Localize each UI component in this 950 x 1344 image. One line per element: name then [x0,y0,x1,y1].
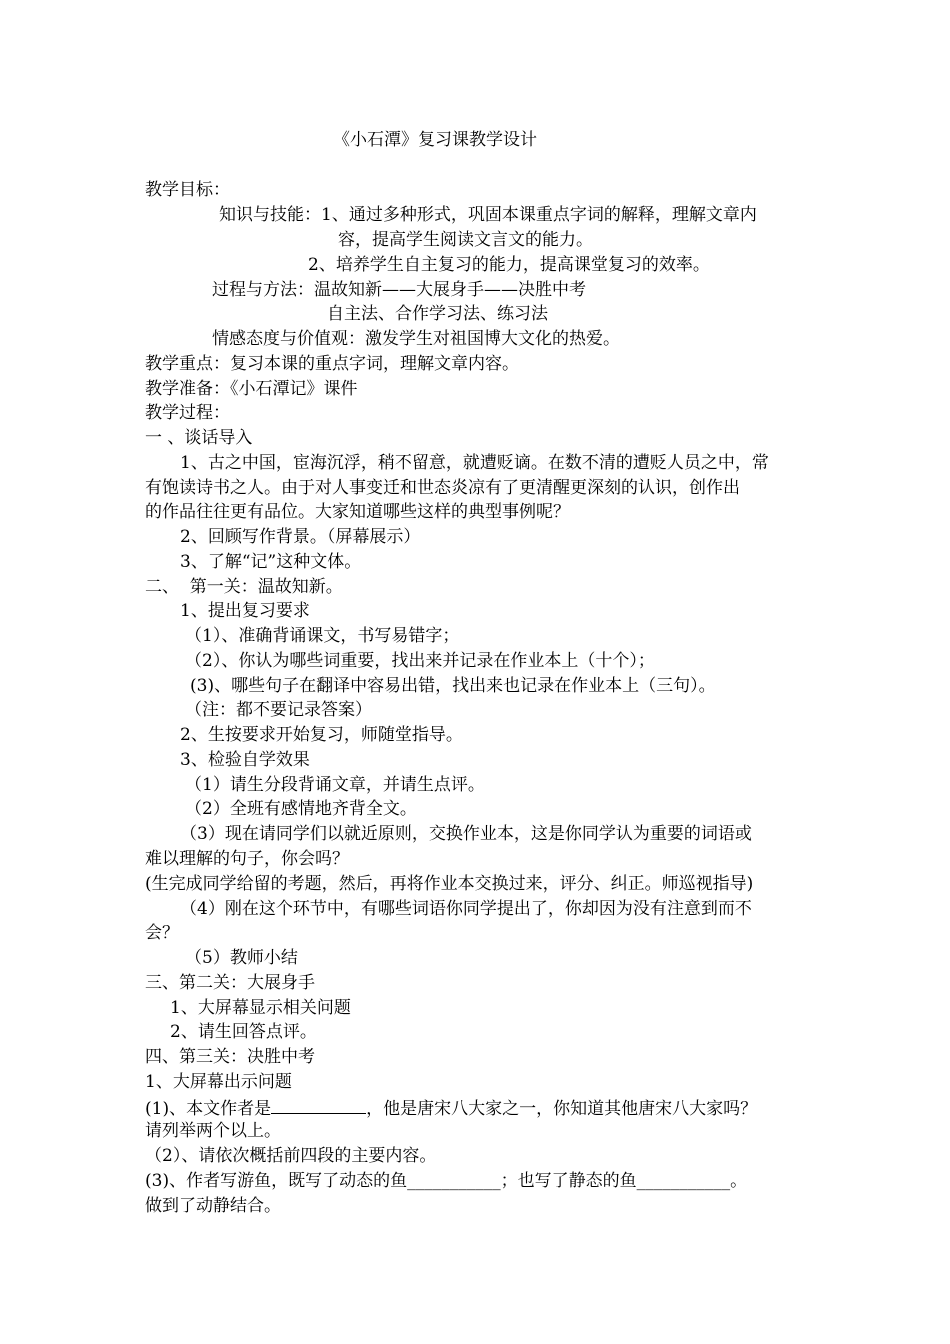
key-points: 教学重点：复习本课的重点字词，理解文章内容。 [145,354,519,374]
section-3-heading: 三、第二关：大展身手 [145,973,315,993]
section-2-heading: 二、 第一关：温故知新。 [145,577,343,597]
section-2-step-3-item-3-line-3: (生完成同学给留的考题，然后，再将作业本交换过来，评分、纠正。师巡视指导) [145,874,754,894]
emotion-values-line: 情感态度与价值观：激发学生对祖国博大文化的热爱。 [212,329,620,349]
author-answer-blank [271,1095,366,1114]
preparation: 教学准备：《小石潭记》课件 [145,379,358,399]
process-methods-line-1: 过程与方法：温故知新——大展身手——决胜中考 [212,280,586,300]
question-3-middle: ；也写了静态的鱼 [500,1171,637,1191]
section-1-paragraph-line-3: 的作品往往更有品位。大家知道哪些这样的典型事例呢？ [145,502,570,522]
section-1-paragraph-line-2: 有饱读诗书之人。由于对人事变迁和世态炎凉有了更清醒更深刻的认识，创作出 [145,478,740,498]
objectives-heading: 教学目标： [145,180,230,200]
section-1-item-3: 3、了解“记”这种文体。 [180,552,362,572]
process-methods-line-2: 自主法、合作学习法、练习法 [327,304,548,324]
section-2-step-3-item-3-line-1: （3）现在请同学们以就近原则，交换作业本，这是你同学认为重要的词语或 [180,824,752,844]
question-1-prefix: (1)、本文作者是 [145,1099,272,1119]
question-2: （2）、请依次概括前四段的主要内容。 [145,1146,437,1166]
section-2-step-3-item-5: （5）教师小结 [185,948,298,968]
process-heading: 教学过程： [145,403,230,423]
question-1-line-1 [145,1095,757,1119]
document-title: 《小石潭》复习课教学设计 [333,130,537,150]
question-3-end: 。 [730,1171,748,1191]
section-1-item-2: 2、回顾写作背景。（屏幕展示） [180,527,421,547]
knowledge-skills-item-2: 2、培养学生自主复习的能力，提高课堂复习的效率。 [308,255,710,275]
section-2-step-1: 1、提出复习要求 [180,601,310,621]
section-2-step-1-note: （注：都不要记录答案） [185,700,372,720]
section-2-step-1-item-2: （2）、你认为哪些词重要，找出来并记录在作业本上（十个）； [185,651,655,671]
section-1-paragraph-line-1: 1、古之中国，宦海沉浮，稍不留意，就遭贬谪。在数不清的遭贬人员之中，常 [180,453,769,473]
section-2-step-3-item-4-line-1: （4）刚在这个环节中，有哪些词语你同学提出了，你却因为没有注意到而不 [180,899,752,919]
section-2-step-1-item-1: （1）、准确背诵课文，书写易错字； [185,626,460,646]
section-3-item-2: 2、请生回答点评。 [170,1022,317,1042]
section-2-step-3-item-3-line-2: 难以理解的句子，你会吗？ [145,849,349,869]
question-3-prefix: (3)、作者写游鱼，既写了动态的鱼 [145,1171,408,1191]
section-4-heading: 四、第三关：决胜中考 [145,1047,315,1067]
knowledge-skills-line-1: 知识与技能：1、通过多种形式，巩固本课重点字词的解释，理解文章内 [219,205,757,225]
question-1-line-2: 请列举两个以上。 [145,1121,281,1141]
section-2-step-3: 3、检验自学效果 [180,750,310,770]
section-4-item-1: 1、大屏幕出示问题 [145,1072,292,1092]
section-2-step-3-item-4-line-2: 会？ [145,923,179,943]
section-2-step-2: 2、生按要求开始复习，师随堂指导。 [180,725,463,745]
question-1-suffix: ，他是唐宋八大家之一，你知道其他唐宋八大家吗？ [366,1099,758,1119]
section-3-item-1: 1、大屏幕显示相关问题 [170,998,351,1018]
question-3-line-1 [145,1169,747,1193]
section-2-step-3-item-1: （1）请生分段背诵文章，并请生点评。 [185,775,485,795]
question-3-line-2: 做到了动静结合。 [145,1196,281,1216]
section-1-heading: 一 、谈话导入 [145,428,253,448]
section-2-step-1-item-3: (3)、哪些句子在翻译中容易出错，找出来也记录在作业本上（三句）。 [190,676,716,696]
static-fish-blank: ___________ [636,1171,731,1191]
dynamic-fish-blank: ___________ [407,1171,501,1191]
section-2-step-3-item-2: （2）全班有感情地齐背全文。 [185,799,417,819]
knowledge-skills-line-2: 容，提高学生阅读文言文的能力。 [338,230,593,250]
